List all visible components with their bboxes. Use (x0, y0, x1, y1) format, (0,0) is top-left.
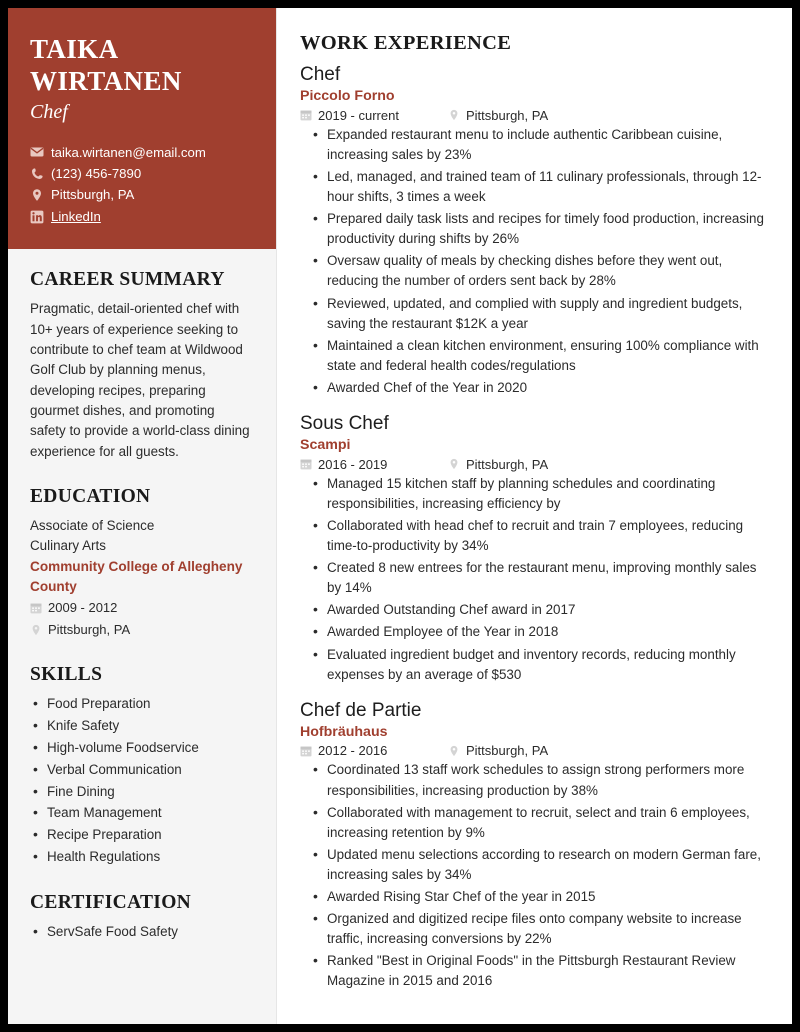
job-dates-chunk (300, 743, 448, 758)
skills-heading: SKILLS (30, 664, 103, 686)
education-school: Community College of Allegheny County (30, 559, 243, 595)
job-location: Pittsburgh, PA (466, 456, 549, 472)
contact-linkedin-link[interactable]: LinkedIn (51, 208, 101, 224)
certification-heading: CERTIFICATION (30, 891, 192, 913)
list-item: • Led, managed, and trained team of 11 culinary professionals, through 12-hour shifts, 3 times a week (310, 167, 770, 207)
job-title: Sous Chef (300, 413, 389, 435)
identity-header (8, 8, 276, 249)
contact-linkedin[interactable] (30, 206, 254, 227)
job-title: Chef (300, 64, 341, 85)
contact-phone-text: (123) 456-7890 (51, 166, 142, 182)
list-item: • Health Regulations (30, 847, 254, 868)
candidate-role: Chef (30, 100, 68, 123)
list-item: • Verbal Communication (30, 760, 254, 781)
calendar-icon (30, 602, 42, 614)
list-item: • Prepared daily task lists and recipes for timely food production, increasing productivity during shifts by 26% (310, 209, 770, 249)
education-dates-row (30, 598, 254, 619)
calendar-icon (300, 745, 312, 757)
sidebar (8, 8, 277, 1024)
job-meta (300, 743, 770, 758)
education-degree: Associate of Science (30, 518, 155, 534)
list-item: • Updated menu selections according to research on modern German fare, increasing sales by 34% (310, 845, 770, 885)
contact-phone (30, 163, 254, 184)
certification-section (30, 892, 254, 943)
list-item: • Fine Dining (30, 782, 254, 803)
linkedin-icon (30, 210, 44, 224)
location-pin-icon (448, 458, 460, 470)
list-item: • Managed 15 kitchen staff by planning schedules and coordinating responsibilities, increasing efficiency by (310, 474, 770, 514)
career-summary-section (30, 269, 254, 462)
phone-icon (30, 167, 44, 181)
list-item: • Expanded restaurant menu to include authentic Caribbean cuisine, increasing sales by 23% (310, 125, 770, 165)
calendar-icon (300, 458, 312, 470)
job-dates-chunk (300, 457, 448, 472)
list-item: • Food Preparation (30, 694, 254, 715)
location-pin-icon (448, 745, 460, 757)
job-bullets (300, 760, 770, 991)
list-item: • ServSafe Food Safety (30, 922, 254, 943)
education-section (30, 486, 254, 640)
main-content (277, 8, 792, 1024)
job-bullets (300, 125, 770, 398)
list-item: • Coordinated 13 staff work schedules to assign strong performers more responsibilities, increasing production by 38% (310, 760, 770, 800)
job-entry (300, 63, 770, 398)
calendar-icon (300, 109, 312, 121)
skills-section (30, 664, 254, 867)
location-pin-icon (30, 624, 42, 636)
list-item: • Recipe Preparation (30, 825, 254, 846)
list-item: • Awarded Rising Star Chef of the year in 2015 (310, 887, 770, 907)
career-summary-text: Pragmatic, detail-oriented chef with 10+ years of experience seeking to contribute to chef team at Wildwood Golf Club by planning menus, developing recipes, preparing gourmet dishes, and promoting safety to provide a world-class dining experience for all guests. (30, 301, 250, 459)
job-entry (300, 699, 770, 992)
education-heading: EDUCATION (30, 486, 151, 508)
job-dates-chunk (300, 108, 448, 123)
job-location: Pittsburgh, PA (466, 107, 549, 123)
contact-location (30, 184, 254, 205)
contact-location-text: Pittsburgh, PA (51, 187, 135, 203)
job-meta (300, 108, 770, 123)
list-item: • Collaborated with head chef to recruit and train 7 employees, reducing time-to-productivity by 34% (310, 516, 770, 556)
job-title: Chef de Partie (300, 699, 422, 721)
certification-list (30, 922, 254, 943)
education-dates: 2009 - 2012 (48, 599, 118, 615)
job-dates: 2019 - current (318, 107, 399, 123)
list-item: • High-volume Foodservice (30, 738, 254, 759)
education-location: Pittsburgh, PA (48, 621, 131, 637)
job-dates: 2016 - 2019 (318, 456, 388, 472)
job-company: Scampi (300, 437, 351, 454)
education-field: Culinary Arts (30, 538, 106, 554)
job-dates: 2012 - 2016 (318, 743, 388, 759)
job-meta (300, 457, 770, 472)
list-item: • Reviewed, updated, and complied with supply and ingredient budgets, saving the restaurant $12K a year (310, 294, 770, 334)
location-pin-icon (30, 188, 44, 202)
list-item: • Ranked "Best in Original Foods" in the Pittsburgh Restaurant Review Magazine in 2015 and 2016 (310, 951, 770, 991)
sidebar-body (8, 249, 276, 1024)
list-item: • Team Management (30, 803, 254, 824)
list-item: • Maintained a clean kitchen environment, ensuring 100% compliance with state and federal health codes/regulations (310, 336, 770, 376)
list-item: • Awarded Outstanding Chef award in 2017 (310, 600, 770, 620)
envelope-icon (30, 145, 44, 159)
contact-email-text: taika.wirtanen@email.com (51, 144, 206, 160)
job-location: Pittsburgh, PA (466, 743, 549, 759)
list-item: • Oversaw quality of meals by checking dishes before they went out, reducing the number of orders sent back by 28% (310, 251, 770, 291)
list-item: • Organized and digitized recipe files onto company website to increase traffic, increasing conversions by 22% (310, 909, 770, 949)
job-location-chunk (448, 743, 548, 758)
list-item: • Evaluated ingredient budget and inventory records, reducing monthly expenses by an average of $530 (310, 645, 770, 685)
list-item: • Knife Safety (30, 716, 254, 737)
skills-list (30, 694, 254, 867)
location-pin-icon (448, 109, 460, 121)
list-item: • Awarded Chef of the Year in 2020 (310, 378, 770, 398)
job-location-chunk (448, 457, 548, 472)
education-location-row (30, 620, 254, 641)
job-bullets (300, 474, 770, 685)
list-item: • Created 8 new entrees for the restaurant menu, improving monthly sales by 14% (310, 558, 770, 598)
job-company: Hofbräuhaus (300, 723, 388, 740)
job-entry (300, 412, 770, 685)
contact-list (30, 142, 254, 228)
job-company: Piccolo Forno (300, 88, 395, 105)
list-item: • Awarded Employee of the Year in 2018 (310, 622, 770, 642)
work-experience-heading: WORK EXPERIENCE (300, 32, 512, 54)
list-item: • Collaborated with management to recruit, select and train 6 employees, increasing retention by 9% (310, 803, 770, 843)
contact-email (30, 142, 254, 163)
candidate-name: TAIKA WIRTANEN (30, 34, 182, 96)
resume-sheet (8, 8, 792, 1024)
career-summary-heading: CAREER SUMMARY (30, 269, 225, 291)
job-location-chunk (448, 108, 548, 123)
